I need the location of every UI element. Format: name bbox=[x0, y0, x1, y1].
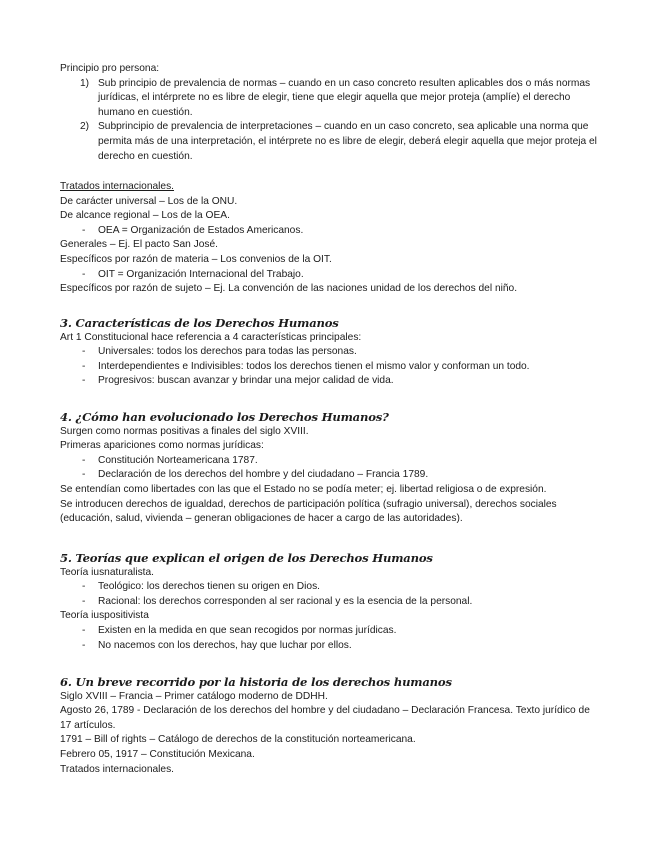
tratados-universal: De carácter universal – Los de la ONU. bbox=[60, 195, 238, 207]
s5-teoria1: Teoría iusnaturalista. bbox=[60, 566, 154, 578]
section-heading: 3. Características de los Derechos Humanos bbox=[60, 316, 339, 330]
list-item: - Teológico: los derechos tienen su origen en Dios. bbox=[60, 580, 600, 595]
tratados-materia: Específicos por razón de materia – Los convenios de la OIT. bbox=[60, 253, 332, 265]
regional-list bbox=[60, 224, 600, 239]
section-heading: 6. Un breve recorrido por la historia de los derechos humanos bbox=[60, 675, 452, 689]
teoria2-list bbox=[60, 624, 600, 653]
section-heading: 4. ¿Cómo han evolucionado los Derechos Humanos? bbox=[60, 410, 389, 424]
list-item: - Existen en la medida en que sean recogidos por normas jurídicas. bbox=[60, 624, 600, 639]
principio-title: Principio pro persona: bbox=[60, 63, 160, 74]
section-3 bbox=[60, 316, 600, 389]
section-heading: 5. Teorías que explican el origen de los Derechos Humanos bbox=[60, 551, 433, 565]
s6-line: Agosto 26, 1789 - Declaración de los derechos del hombre y del ciudadano – Declaración Francesa. Texto jurídico de 17 artículos. bbox=[60, 705, 590, 731]
s4-line2: Primeras apariciones como normas jurídicas: bbox=[60, 440, 264, 452]
list-item: - No nacemos con los derechos, hay que luchar por ellos. bbox=[60, 639, 600, 654]
item-number: 1) bbox=[80, 77, 90, 89]
section-4 bbox=[60, 410, 600, 527]
tratados-generales: Generales – Ej. El pacto San José. bbox=[60, 239, 218, 251]
tratados-title: Tratados internacionales. bbox=[60, 181, 175, 192]
list-item: - Progresivos: buscan avanzar y brindar una mejor calidad de vida. bbox=[60, 374, 600, 389]
item-text: Sub principio de prevalencia de normas – cuando en un caso concreto resulten aplicables dos o más normas jurídicas, el intérprete no es libre de elegir, tiene que elegir aquella que mejor proteja (amplíe) el derecho humano en cuestión. bbox=[98, 77, 591, 118]
s6-line: Febrero 05, 1917 – Constitución Mexicana. bbox=[60, 748, 255, 760]
teoria1-list bbox=[60, 580, 600, 609]
s3-list bbox=[60, 345, 600, 389]
section-5 bbox=[60, 551, 600, 653]
materia-list bbox=[60, 268, 600, 283]
list-item: - Declaración de los derechos del hombre y del ciudadano – Francia 1789. bbox=[60, 468, 600, 483]
list-item bbox=[60, 120, 600, 164]
list-item: - Interdependientes e Indivisibles: todos los derechos tienen el mismo valor y conforman un todo. bbox=[60, 360, 600, 375]
s4-line4: Se introducen derechos de igualdad, derechos de participación política (sufragio universal), derechos sociales (educación, salud, vivienda – generan obligaciones de hacer a cargo de las autoridades). bbox=[60, 498, 557, 525]
s4-line1: Surgen como normas positivas a finales del siglo XVIII. bbox=[60, 425, 309, 437]
s4-line3: Se entendían como libertades con las que el Estado no se podía meter; ej. libertad religiosa o de expresión. bbox=[60, 483, 547, 495]
s6-line: 1791 – Bill of rights – Catálogo de derechos de la constitución norteamericana. bbox=[60, 734, 416, 746]
s6-line: Tratados internacionales. bbox=[60, 763, 175, 775]
list-item: - Universales: todos los derechos para todas las personas. bbox=[60, 345, 600, 360]
s6-line: Siglo XVIII – Francia – Primer catálogo moderno de DDHH. bbox=[60, 690, 328, 702]
section-6 bbox=[60, 675, 600, 777]
item-text: Subprincipio de prevalencia de interpretaciones – cuando en un caso concreto, sea aplicable una norma que permita más de una interpretación, el intérprete no es libre de elegir, deberá elegir aquella que mejor proteja el derecho en cuestión. bbox=[98, 121, 597, 162]
tratados-section bbox=[60, 180, 600, 297]
tratados-sujeto: Específicos por razón de sujeto – Ej. La convención de las naciones unidad de los derechos del niño. bbox=[60, 283, 518, 295]
tratados-regional: De alcance regional – Los de la OEA. bbox=[60, 210, 230, 222]
s4-list bbox=[60, 454, 600, 483]
item-number: 2) bbox=[80, 121, 90, 133]
s5-teoria2: Teoría iuspositivista bbox=[60, 610, 149, 622]
list-item: - Racional: los derechos corresponden al ser racional y es la esencia de la personal. bbox=[60, 595, 600, 610]
principio-list bbox=[60, 77, 600, 165]
list-item: - OEA = Organización de Estados Americanos. bbox=[60, 224, 600, 239]
principio-section bbox=[60, 62, 600, 164]
s3-intro: Art 1 Constitucional hace referencia a 4 características principales: bbox=[60, 331, 362, 343]
list-item: - OIT = Organización Internacional del Trabajo. bbox=[60, 268, 600, 283]
list-item: - Constitución Norteamericana 1787. bbox=[60, 454, 600, 469]
list-item bbox=[60, 77, 600, 121]
